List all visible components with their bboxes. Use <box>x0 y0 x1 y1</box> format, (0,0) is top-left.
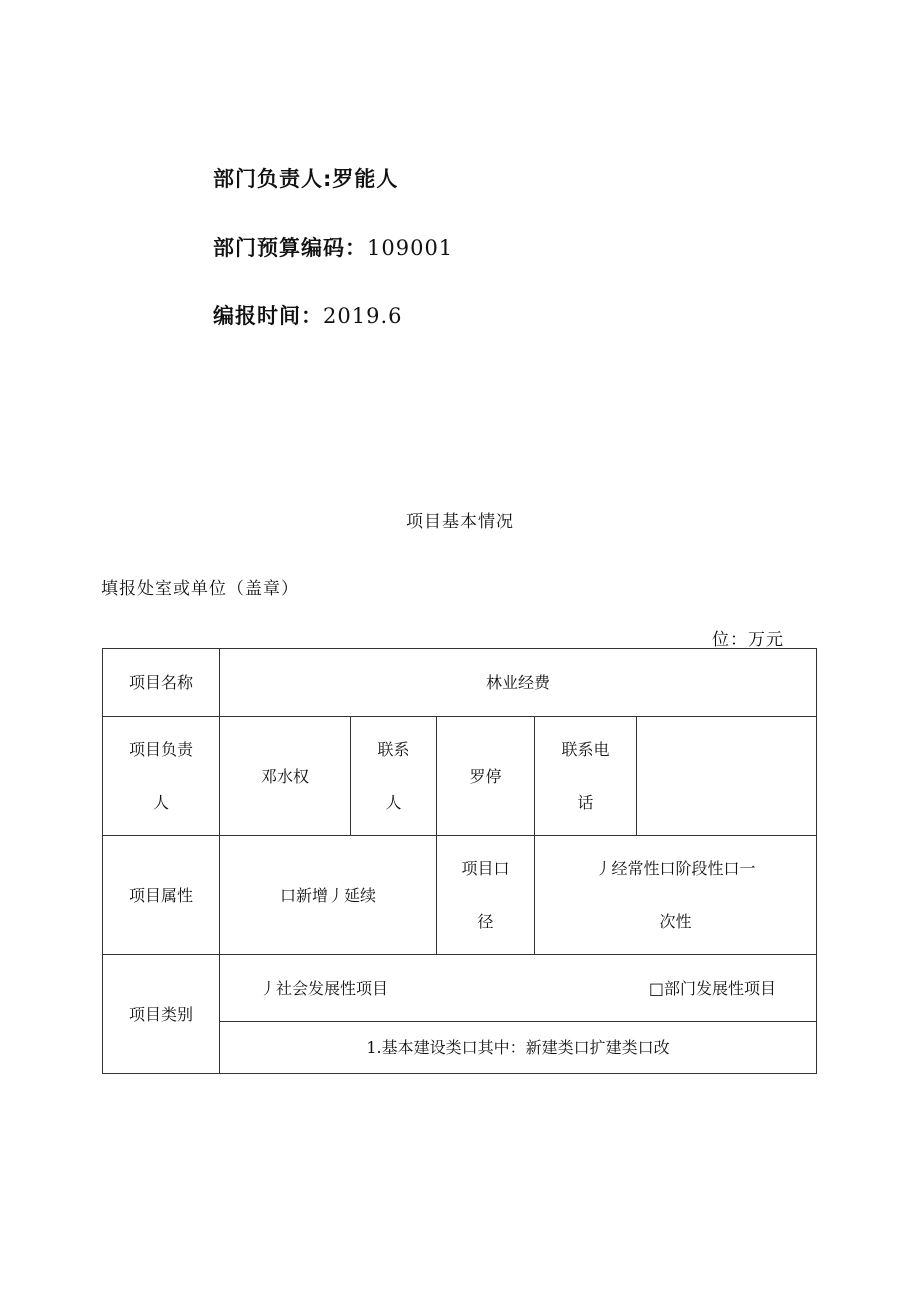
project-attr-value: 口新增丿延续 <box>220 836 437 955</box>
project-info-table <box>102 648 817 1074</box>
project-attr-label: 项目属性 <box>103 836 220 955</box>
contact-value: 罗停 <box>437 717 535 836</box>
budget-code-line <box>213 232 453 262</box>
department-leader-value: 罗能人 <box>332 167 399 191</box>
table-row <box>103 836 817 955</box>
department-leader-label: 部门负责人: <box>213 167 333 191</box>
budget-code-label: 部门预算编码： <box>213 236 367 260</box>
unit-label: 位：万元 <box>712 630 784 650</box>
table-row <box>103 649 817 717</box>
phone-label-cell <box>535 717 637 836</box>
contact-label-cell <box>351 717 437 836</box>
table-row <box>103 955 817 1022</box>
phone-label: 联系电 话 <box>561 740 610 812</box>
project-leader-value: 邓水权 <box>220 717 351 836</box>
category-options <box>220 962 816 1015</box>
fill-unit-label: 填报处室或单位（盖章） <box>101 579 299 599</box>
project-name-value: 林业经费 <box>220 649 817 717</box>
department-leader-line <box>213 163 398 193</box>
category-detail: 1.基本建设类口其中：新建类口扩建类口改 <box>220 1022 817 1074</box>
project-leader-label-cell <box>103 717 220 836</box>
contact-label: 联系 人 <box>377 740 410 812</box>
caliber-label-cell <box>437 836 535 955</box>
section-title: 项目基本情况 <box>406 512 514 532</box>
report-time-label: 编报时间： <box>213 304 323 328</box>
caliber-label: 项目口 径 <box>461 859 510 931</box>
phone-value <box>637 717 817 836</box>
category-social-option: 丿社会发展性项目 <box>260 978 389 998</box>
caliber-value: 丿经常性口阶段性口一 次性 <box>595 859 756 931</box>
table-row <box>103 717 817 836</box>
caliber-value-cell <box>535 836 817 955</box>
budget-code-value: 109001 <box>367 236 454 260</box>
report-time-value: 2019.6 <box>323 304 403 328</box>
project-leader-label: 项目负责 人 <box>128 740 193 812</box>
project-category-label: 项目类别 <box>103 955 220 1074</box>
report-time-line <box>213 300 402 330</box>
project-name-label: 项目名称 <box>103 649 220 717</box>
category-options-cell <box>220 955 817 1022</box>
category-dept-option: □部门发展性项目 <box>648 978 777 998</box>
